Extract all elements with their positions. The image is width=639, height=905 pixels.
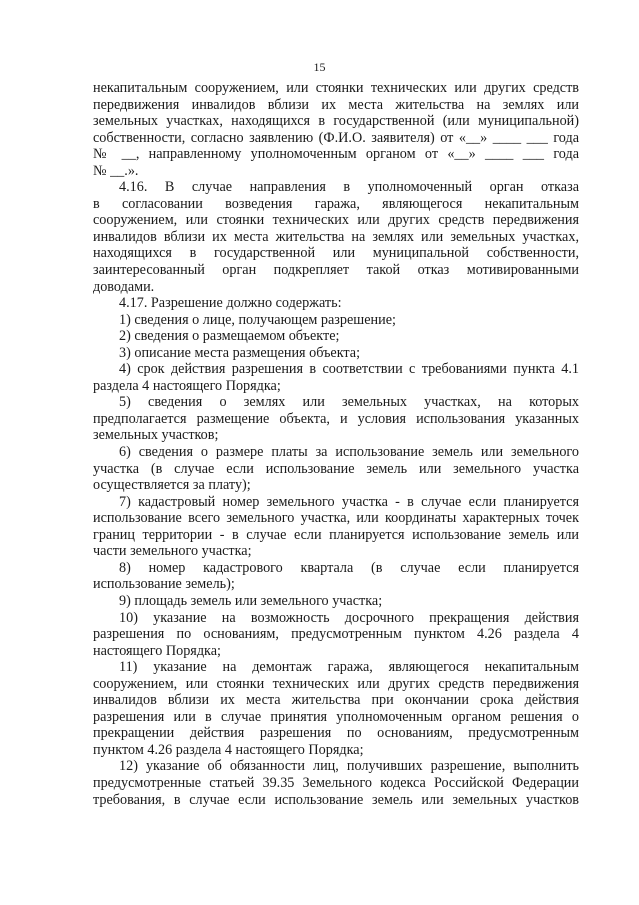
text-line: использование земель);: [93, 576, 235, 593]
text-line: 9) площадь земель или земельного участка;: [119, 592, 383, 609]
text-line: раздела 4 настоящего Порядка;: [93, 377, 281, 394]
page-number: 15: [313, 60, 326, 74]
text-line: заинтересованный орган подкрепляет такой отказ мотивированными: [93, 262, 579, 279]
text-line: 2) сведения о размещаемом объекте;: [119, 328, 340, 345]
text-line: использование всего земельного участка, или координаты характерных точек: [93, 510, 579, 527]
text-line: 4.16. В случае направления в уполномоченный орган отказа: [119, 179, 579, 196]
text-line: собственности, согласно заявлению (Ф.И.О. заявителя) от «__» ____ ___ года: [93, 129, 579, 146]
text-line: 3) описание места размещения объекта;: [119, 344, 361, 361]
text-line: находящихся в государственной или муниципальной собственности,: [93, 245, 579, 262]
text-line: границ территории - в случае если планируется использование земель или: [93, 526, 579, 543]
text-line: инвалидов вблизи их места жительства на землях или земельных участках,: [93, 228, 579, 245]
text-line: земельных участков;: [93, 427, 219, 444]
text-line: сооружением, или стоянки технических или других средств передвижения: [93, 675, 579, 692]
text-line: земельных участках, находящихся в государственной (или муниципальной): [93, 113, 579, 130]
text-line: осуществляется за плату);: [93, 477, 251, 494]
text-line: в согласовании возведения гаража, являющегося некапитальным: [93, 195, 579, 212]
text-line: № __, направленному уполномоченным органом от «__» ____ ___ года: [93, 146, 579, 163]
text-line: 8) номер кадастрового квартала (в случае если планируется: [119, 559, 579, 576]
text-line: участка (в случае если использование земель или земельного участка: [93, 460, 579, 477]
document-body: [93, 80, 579, 808]
text-line: пунктом 4.26 раздела 4 настоящего Порядка;: [93, 741, 364, 758]
text-line: сооружением, или стоянки технических или других средств передвижения: [93, 212, 579, 229]
text-line: 12) указание об обязанности лиц, получивших разрешение, выполнить: [119, 758, 579, 775]
text-line: предполагается размещение объекта, и условия использования указанных: [93, 410, 579, 427]
text-line: 11) указание на демонтаж гаража, являющегося некапитальным: [119, 659, 579, 676]
text-line: доводами.: [93, 278, 155, 295]
text-line: 7) кадастровый номер земельного участка - в случае если планируется: [119, 493, 579, 510]
text-line: прекращении действия разрешения по основаниям, предусмотренным: [93, 725, 579, 742]
text-line: 10) указание на возможность досрочного прекращения действия: [119, 609, 579, 626]
text-line: некапитальным сооружением, или стоянки технических или других средств: [93, 80, 579, 96]
text-line: 1) сведения о лице, получающем разрешение;: [119, 311, 396, 328]
text-line: разрешения по основаниям, предусмотренным пунктом 4.26 раздела 4: [93, 626, 579, 643]
text-line: части земельного участка;: [93, 543, 252, 560]
text-line: передвижения инвалидов вблизи их места жительства на землях или: [93, 96, 579, 113]
text-line: предусмотренные статьей 39.35 Земельного кодекса Российской Федерации: [93, 774, 579, 791]
text-line: 6) сведения о размере платы за использование земель или земельного: [119, 444, 579, 461]
text-line: настоящего Порядка;: [93, 642, 221, 659]
text-line: 4) срок действия разрешения в соответствии с требованиями пункта 4.1: [119, 361, 579, 378]
text-line: 4.17. Разрешение должно содержать:: [119, 295, 342, 312]
text-line: 5) сведения о землях или земельных участках, на которых: [119, 394, 579, 411]
text-line: разрешения или в случае принятия уполномоченным органом решения о: [93, 708, 579, 725]
text-line: № __.».: [93, 162, 139, 179]
text-line: требования, в случае если использование земель или земельных участков: [93, 791, 579, 808]
text-line: инвалидов вблизи их места жительства при окончании срока действия: [93, 692, 579, 709]
